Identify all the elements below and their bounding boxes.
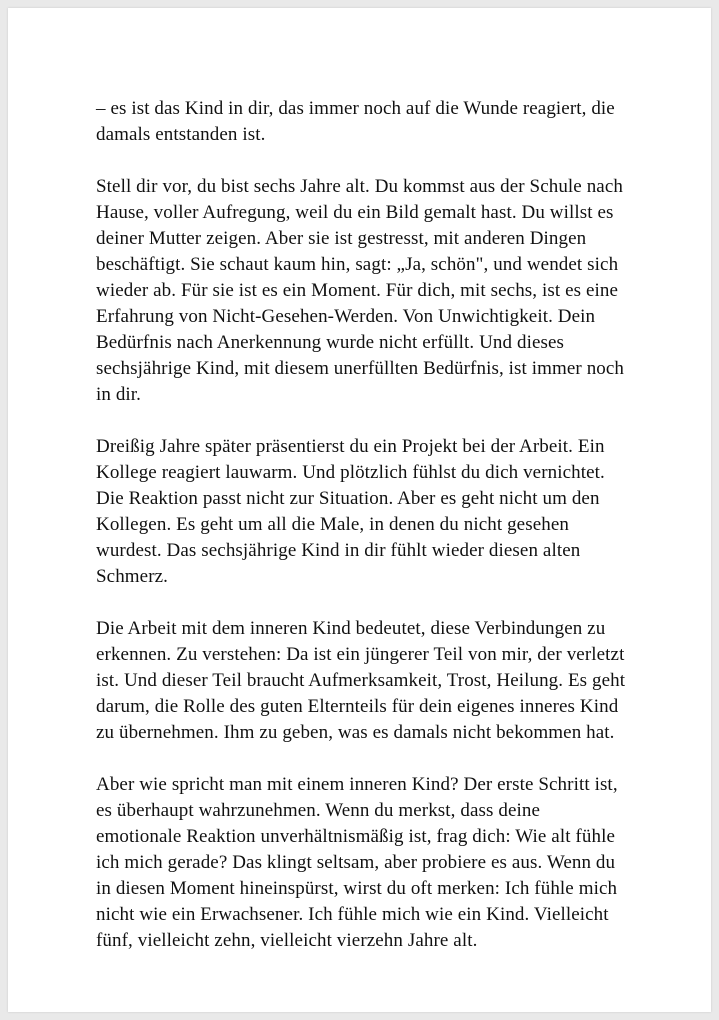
document-page	[8, 8, 711, 1012]
paragraph: Dreißig Jahre später präsentierst du ein Projekt bei der Arbeit. Ein Kollege reagiert lauwarm. Und plötzlich fühlst du dich vernichtet. Die Reaktion passt nicht zur Situation. Aber es geht nicht um den Kollegen. Es geht um all die Male, in denen du nicht gesehen wurdest. Das sechsjährige Kind in dir fühlt wieder diesen alten Schmerz.	[96, 436, 605, 587]
paragraph: Aber wie spricht man mit einem inneren Kind? Der erste Schritt ist, es überhaupt wahrzunehmen. Wenn du merkst, dass deine emotionale Reaktion unverhältnismäßig ist, frag dich: Wie alt fühle ich mich gerade? Das klingt seltsam, aber probiere es aus. Wenn du in diesen Moment hineinspürst, wirst du oft merken: Ich fühle mich nicht wie ein Erwachsener. Ich fühle mich wie ein Kind. Vielleicht fünf, vielleicht zehn, vielleicht vierzehn Jahre alt.	[96, 774, 618, 951]
text-block	[96, 96, 628, 954]
paragraph: – es ist das Kind in dir, das immer noch auf die Wunde reagiert, die damals entstanden ist.	[96, 98, 615, 145]
paragraph: Stell dir vor, du bist sechs Jahre alt. Du kommst aus der Schule nach Hause, voller Aufregung, weil du ein Bild gemalt hast. Du willst es deiner Mutter zeigen. Aber sie ist gestresst, mit anderen Dingen beschäftigt. Sie schaut kaum hin, sagt: „Ja, schön", und wendet sich wieder ab. Für sie ist es ein Moment. Für dich, mit sechs, ist es eine Erfahrung von Nicht-Gesehen-Werden. Von Unwichtigkeit. Dein Bedürfnis nach Anerkennung wurde nicht erfüllt. Und dieses sechsjährige Kind, mit diesem unerfüllten Bedürfnis, ist immer noch in dir.	[96, 176, 625, 405]
paragraph: Die Arbeit mit dem inneren Kind bedeutet, diese Verbindungen zu erkennen. Zu verstehen: Da ist ein jüngerer Teil von mir, der verletzt ist. Und dieser Teil braucht Aufmerksamkeit, Trost, Heilung. Es geht darum, die Rolle des guten Elternteils für dein eigenes inneres Kind zu übernehmen. Ihm zu geben, was es damals nicht bekommen hat.	[96, 618, 626, 743]
